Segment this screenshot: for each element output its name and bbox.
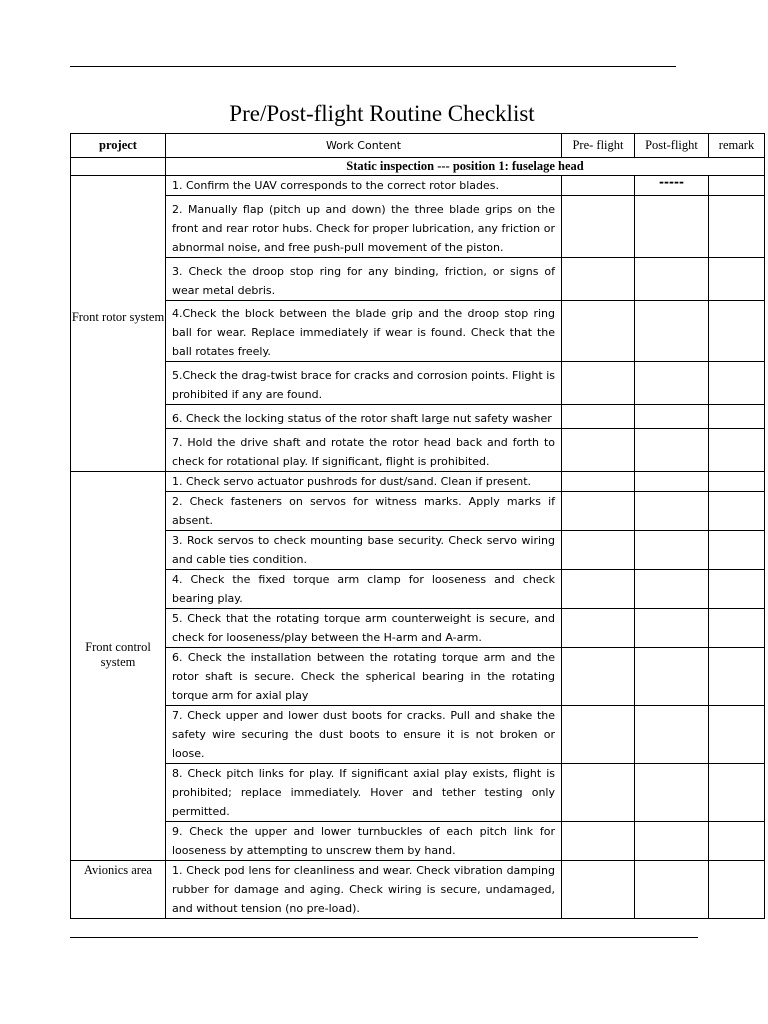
checklist-item: 5.Check the drag-twist brace for cracks and corrosion points. Flight is prohibited if any are found. [166,362,562,405]
pre-flight-cell[interactable] [562,405,635,429]
group-avionics-area: Avionics area [71,861,166,919]
pre-flight-cell[interactable] [562,570,635,609]
checklist-item: 2. Check fasteners on servos for witness marks. Apply marks if absent. [166,492,562,531]
post-flight-cell[interactable] [635,531,709,570]
checklist-item: 3. Check the droop stop ring for any binding, friction, or signs of wear metal debris. [166,258,562,301]
pre-flight-cell[interactable] [562,429,635,472]
table-row [71,196,765,258]
remark-cell[interactable] [709,861,765,919]
header-pre-flight: Pre- flight [562,134,635,158]
remark-cell[interactable] [709,609,765,648]
table-row [71,531,765,570]
pre-flight-cell[interactable] [562,609,635,648]
post-flight-cell[interactable] [635,570,709,609]
checklist-item: 3. Rock servos to check mounting base security. Check servo wiring and cable ties condition. [166,531,562,570]
post-flight-cell[interactable] [635,362,709,405]
header-work-content: Work Content [166,134,562,158]
pre-flight-cell[interactable] [562,531,635,570]
table-row [71,405,765,429]
header-row [71,134,765,158]
checklist-item: 8. Check pitch links for play. If significant axial play exists, flight is prohibited; replace immediately. Hover and tether testing only permitted. [166,764,562,822]
table-row [71,472,765,492]
post-flight-cell[interactable] [635,429,709,472]
pre-flight-cell[interactable] [562,301,635,362]
table-row [71,764,765,822]
section-spacer [71,158,166,176]
remark-cell[interactable] [709,429,765,472]
remark-cell[interactable] [709,492,765,531]
pre-flight-cell[interactable] [562,196,635,258]
table-row [71,492,765,531]
header-remark: remark [709,134,765,158]
post-flight-cell[interactable]: ----- [635,176,709,196]
header-rule [70,66,676,67]
table-row [71,706,765,764]
pre-flight-cell[interactable] [562,176,635,196]
checklist-item: 6. Check the installation between the rotating torque arm and the rotor shaft is secure. Check the spherical bearing in the rotating torque arm for axial play [166,648,562,706]
remark-cell[interactable] [709,258,765,301]
table-row [71,176,765,196]
remark-cell[interactable] [709,472,765,492]
footer-rule [70,937,698,938]
remark-cell[interactable] [709,301,765,362]
remark-cell[interactable] [709,570,765,609]
remark-cell[interactable] [709,196,765,258]
table-row [71,570,765,609]
post-flight-cell[interactable] [635,492,709,531]
checklist-item: 7. Hold the drive shaft and rotate the rotor head back and forth to check for rotational play. If significant, flight is prohibited. [166,429,562,472]
checklist-item: 1. Check pod lens for cleanliness and wear. Check vibration damping rubber for damage and aging. Check wiring is secure, undamaged, and without tension (no pre-load). [166,861,562,919]
pre-flight-cell[interactable] [562,861,635,919]
post-flight-cell[interactable] [635,764,709,822]
post-flight-cell[interactable] [635,472,709,492]
table-row [71,609,765,648]
header-project: project [71,134,166,158]
checklist-item: 1. Confirm the UAV corresponds to the correct rotor blades. [166,176,562,196]
checklist-item: 7. Check upper and lower dust boots for cracks. Pull and shake the safety wire securing the dust boots to ensure it is not broken or loose. [166,706,562,764]
pre-flight-cell[interactable] [562,362,635,405]
post-flight-cell[interactable] [635,822,709,861]
table-row [71,301,765,362]
remark-cell[interactable] [709,648,765,706]
table-row [71,648,765,706]
header-post-flight: Post-flight [635,134,709,158]
pre-flight-cell[interactable] [562,472,635,492]
pre-flight-cell[interactable] [562,492,635,531]
post-flight-cell[interactable] [635,861,709,919]
checklist-item: 6. Check the locking status of the rotor shaft large nut safety washer [166,405,562,429]
table-row [71,429,765,472]
remark-cell[interactable] [709,362,765,405]
section-title: Static inspection --- position 1: fuselage head [166,158,765,176]
remark-cell[interactable] [709,176,765,196]
table-row [71,822,765,861]
checklist-item: 2. Manually flap (pitch up and down) the three blade grips on the front and rear rotor hubs. Check for proper lubrication, any friction or abnormal noise, and free push-pull movement of the piston. [166,196,562,258]
post-flight-cell[interactable] [635,196,709,258]
table-row [71,861,765,919]
remark-cell[interactable] [709,706,765,764]
pre-flight-cell[interactable] [562,706,635,764]
post-flight-cell[interactable] [635,258,709,301]
checklist-item: 9. Check the upper and lower turnbuckles of each pitch link for looseness by attempting to unscrew them by hand. [166,822,562,861]
section-row [71,158,765,176]
document-title: Pre/Post-flight Routine Checklist [229,101,535,126]
group-front-control-system: Front control system [71,472,166,861]
remark-cell[interactable] [709,405,765,429]
checklist-item: 4. Check the fixed torque arm clamp for looseness and check bearing play. [166,570,562,609]
checklist-item: 4.Check the block between the blade grip and the droop stop ring ball for wear. Replace immediately if wear is found. Check that the ball rotates freely. [166,301,562,362]
pre-flight-cell[interactable] [562,764,635,822]
checklist-item: 5. Check that the rotating torque arm counterweight is secure, and check for looseness/play between the H-arm and A-arm. [166,609,562,648]
post-flight-cell[interactable] [635,609,709,648]
post-flight-cell[interactable] [635,648,709,706]
pre-flight-cell[interactable] [562,258,635,301]
post-flight-cell[interactable] [635,301,709,362]
table-row [71,258,765,301]
pre-flight-cell[interactable] [562,822,635,861]
remark-cell[interactable] [709,822,765,861]
checklist-item: 1. Check servo actuator pushrods for dust/sand. Clean if present. [166,472,562,492]
post-flight-cell[interactable] [635,405,709,429]
pre-flight-cell[interactable] [562,648,635,706]
post-flight-cell[interactable] [635,706,709,764]
group-front-rotor-system: Front rotor system [71,176,166,472]
table-row [71,362,765,405]
checklist-table [70,133,765,919]
remark-cell[interactable] [709,531,765,570]
remark-cell[interactable] [709,764,765,822]
